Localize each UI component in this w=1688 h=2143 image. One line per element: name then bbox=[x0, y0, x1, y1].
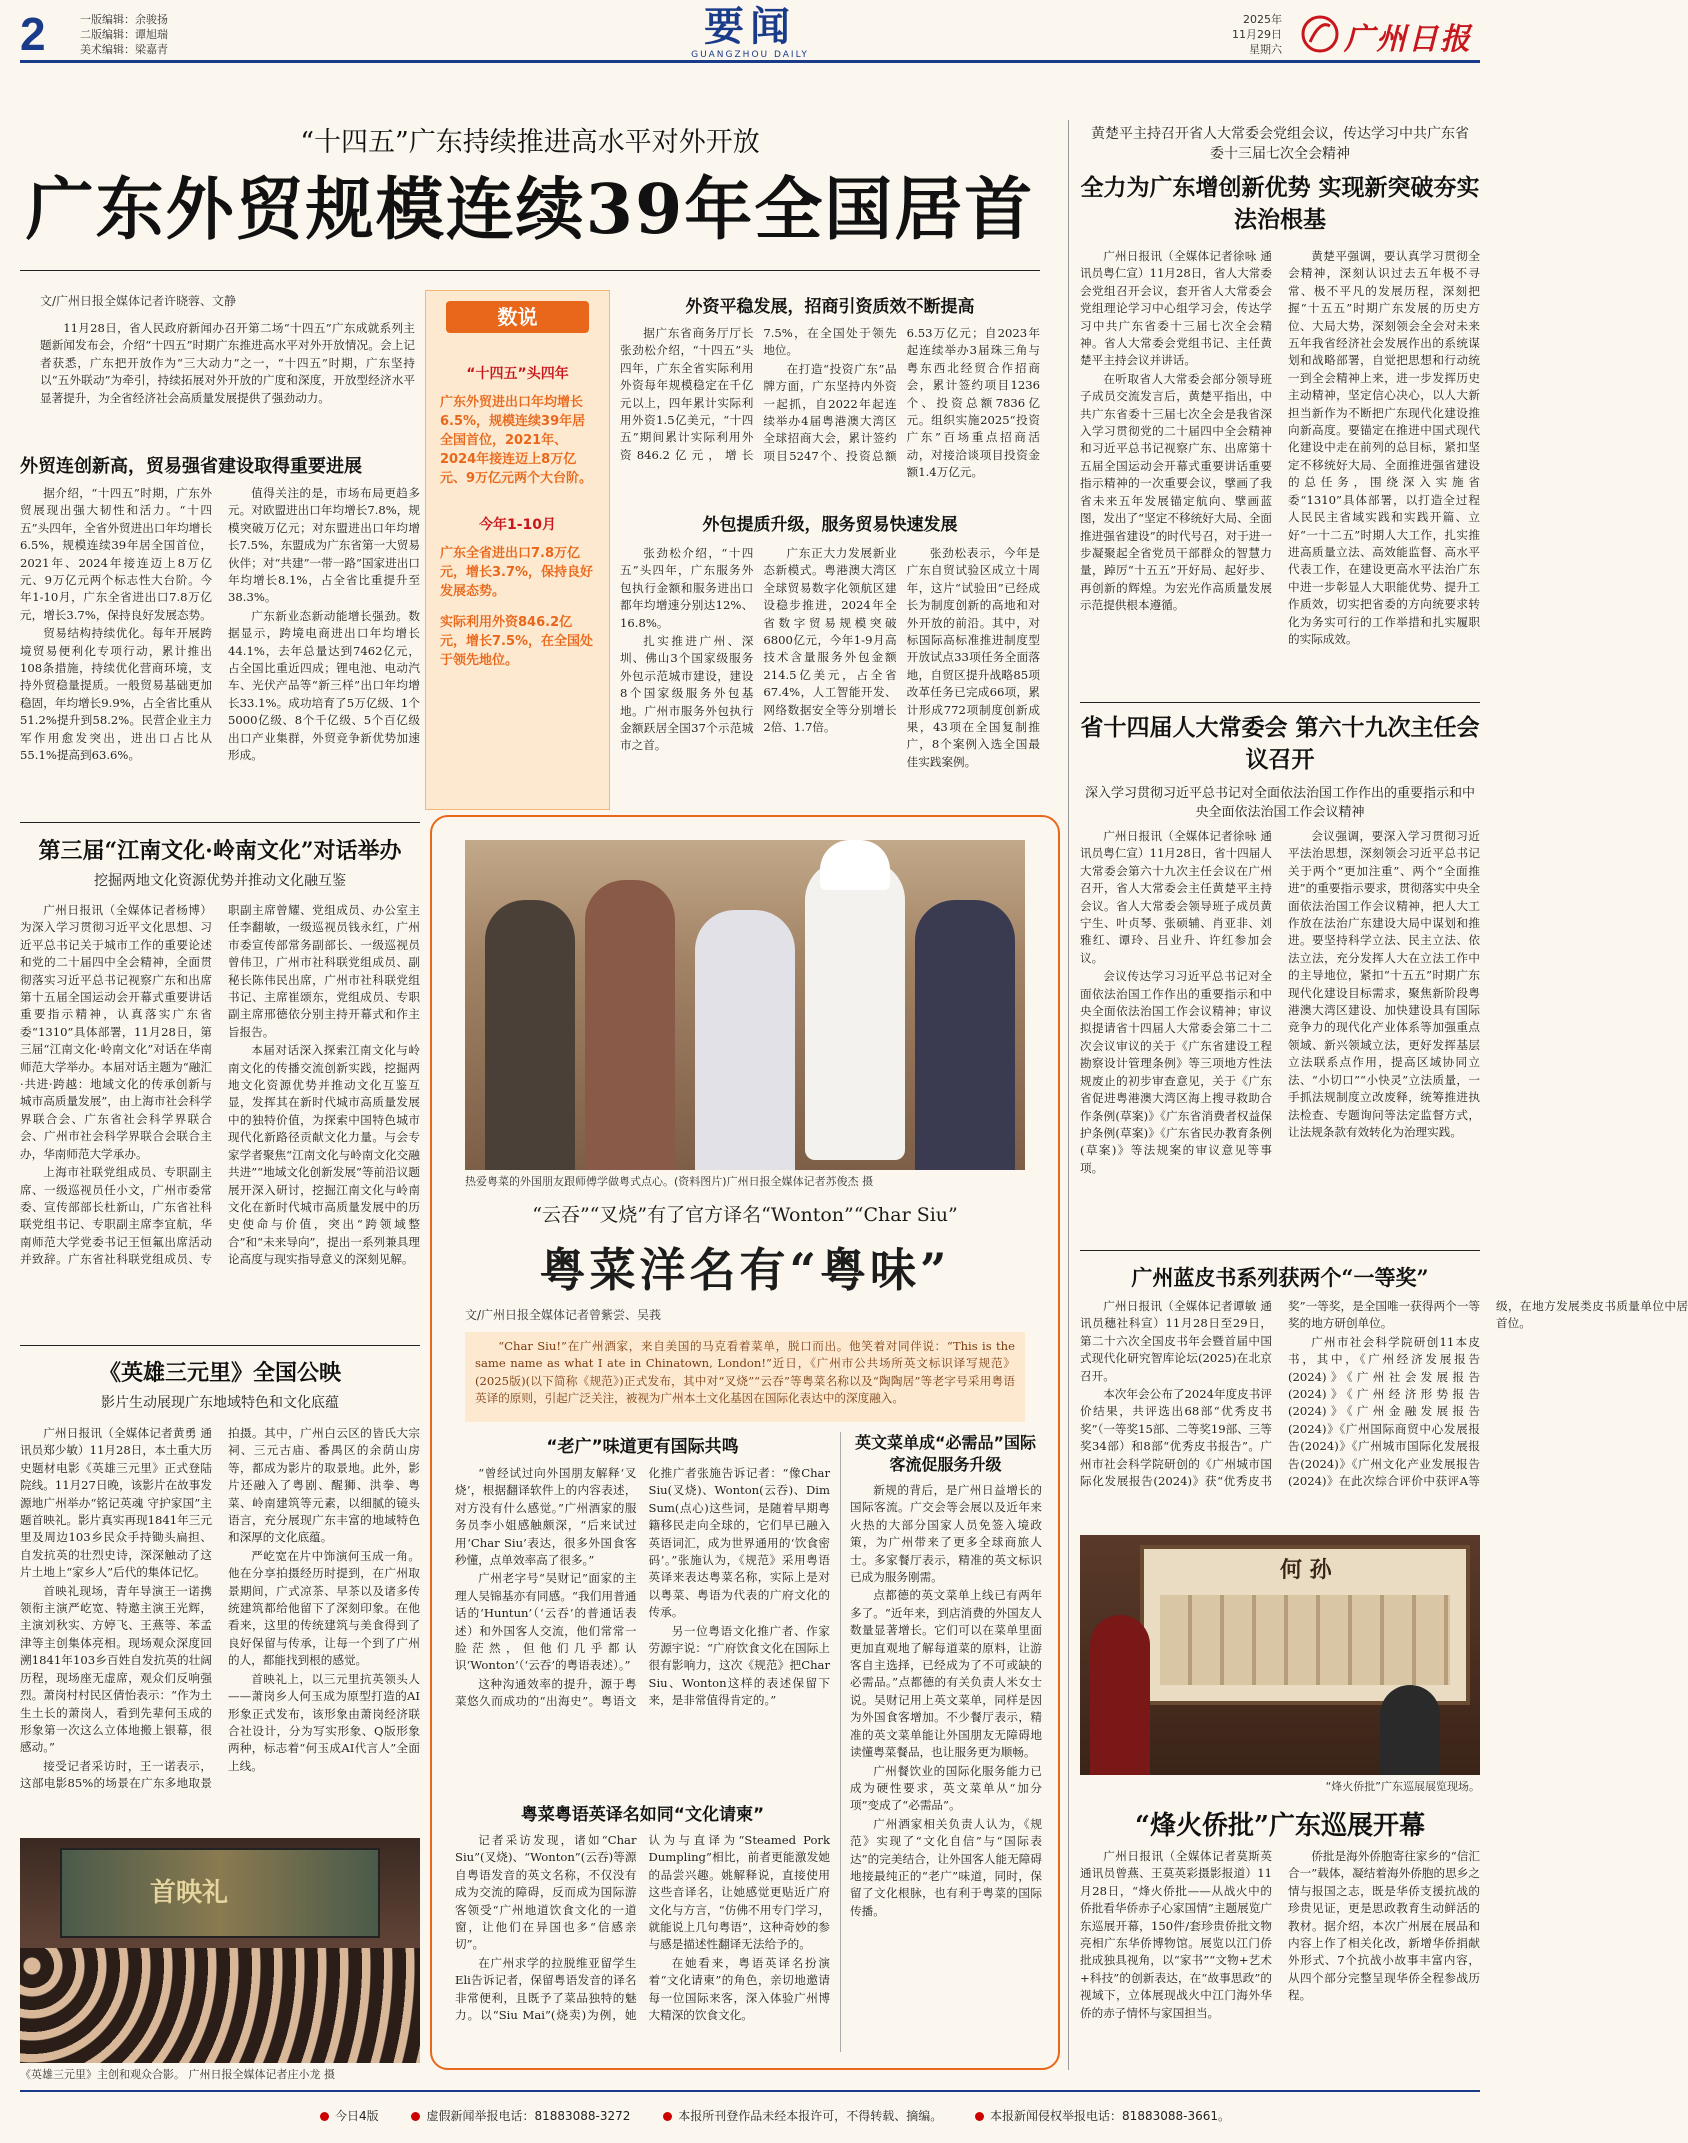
chairman-rule bbox=[1080, 702, 1480, 703]
visitor-figure bbox=[1380, 1685, 1440, 1775]
paragraph: 首映礼上，以三元里抗英领头人——萧岗乡人何玉成为原型打造的AI形象正式发布，该形象由萧岗经济联合社设计，分为写实形象、Q版形象两种，标志着“何玉成AI代言人”全面上线。 bbox=[228, 1671, 420, 1773]
paragraph: 本届对话深入探索江南文化与岭南文化的传播交流创新实践，挖掘两地文化资源优势并推动文化互鉴互显，发挥其在新时代城市高质量发展中的独特价值，为探索中国特色城市现代化新路径贡献文化力量。与会专家学者聚焦“江南文化与岭南文化交融共进”“地域文化创新发展”等前沿议题展开深入研讨，挖掘江南文化与岭南文化在新时代城市高质量发展中的历史使命与价值，突出“跨领域整合”和“未来导向”，提出一系列兼具理论高度与现实指导意义的深刻见解。 bbox=[228, 1043, 420, 1267]
yue-sub2: 粤菜粤语英译名如同“文化请柬” bbox=[520, 1805, 765, 1825]
footer-item bbox=[320, 2107, 379, 2124]
paragraph: 会议传达学习习近平总书记对全面依法治国工作作出的重要指示和中央全面依法治国工作会议精神；审议拟提请省十四届人大常委会第二十二次会议审议的关于《广东省建设工程勘察设计管理条例》等三项地方性法规废止的初步审查意见，关于《广东省促进粤港澳大湾区海上搜寻救助合作条例(草案)》《广东省消费者权益保护条例(草案)》《广东省民办教育条例(草案)》等法规案的审议意见等事项。 bbox=[1080, 969, 1272, 1175]
culture-sub: 挖掘两地文化资源优势并推动文化融互鉴 bbox=[94, 873, 346, 889]
yue-intro-text: “Char Siu!”在广州酒家，来自美国的马克看着菜单，脱口而出。他笑着对同伴说：“This is the same name as what I ate in Chinatown, London!”近日，《广州市公共场所英文标识译写规范》(2025版)(以下简称《规范》)正式发布，其中对“叉烧”“云吞”等粤菜名称以及“陶陶居”等老字号采用粤语英译的原则，引起广泛关注，被视为广州本土文化基因在国际化表达中的深度融入。 bbox=[475, 1339, 1015, 1406]
chef-hat bbox=[820, 840, 890, 890]
footer-item bbox=[975, 2107, 1230, 2124]
poster-text: 首映礼 bbox=[150, 1878, 229, 1908]
data-box-text3: 实际利用外资846.2亿元，增长7.5%，在全国处于领先地位。 bbox=[440, 615, 594, 668]
data-box-text1: 广东外贸进出口年均增长6.5%，规模连续39年居全国首位，2021年、2024年接连迈上8万亿元、9万亿元两个大台阶。 bbox=[440, 395, 593, 486]
paragraph: 广州老字号“吴财记”面家的主理人吴锦基亦有同感。“我们用普通话的‘Huntun’（‘云吞’的普通话表述）和外国客人交流，他们常常一脸茫然，但他们几乎都认识‘Wonton’（‘云吞’的粤语表述）。” bbox=[455, 1571, 637, 1673]
yue-sub1: “老广”味道更有国际共鸣 bbox=[546, 1437, 739, 1457]
bullet-icon bbox=[975, 2112, 984, 2121]
paragraph: 本次年会公布了2024年度皮书评价结果，共评选出68部“优秀皮书奖”（一等奖15部、二等奖19部、三等奖34部）和8部“优秀皮书报告”。广州市社会科学院研创的《广州城市国际化发展报告(2024)》获“优秀皮书奖”一等奖，是全国唯一获得两个一等奖的地方研创单位。 bbox=[1080, 1299, 1480, 1489]
page-number: 2 bbox=[20, 8, 46, 60]
data-box bbox=[425, 290, 610, 810]
footer-text: 虚假新闻举报电话：81883088-3272 bbox=[426, 2108, 631, 2123]
lead-rule bbox=[20, 270, 1040, 271]
paragraph: 值得关注的是，市场布局更趋多元。对欧盟进出口年均增长7.8%，规模突破万亿元；对东盟进出口年均增长7.5%，东盟成为广东省第一大贸易伙伴；对“共建”一带一路”国家进出口年均增长8.1%，占全省比重提升至38.3%。 bbox=[228, 486, 420, 605]
culture-body bbox=[20, 902, 420, 1332]
paragraph: 贸易结构持续优化。每年开展跨境贸易便利化专项行动，累计推出108条措施，持续优化营商环境，支持外贸稳量提质。一般贸易基础更加稳固，年均增长9.9%，占全省比重从51.2%提升到58.2%。民营企业主力军作用愈发突出，进出口占比从55.1%提高到63.6%。 bbox=[20, 626, 212, 763]
data-box-sec2: 今年1-10月 bbox=[478, 517, 557, 533]
guest-figure bbox=[695, 910, 795, 1170]
exhibit-caption: “烽火侨批”广东巡展展览现场。 bbox=[1325, 1780, 1480, 1793]
chairman-headline: 全力为广东增创新优势 实现新突破夯实法治根基 bbox=[1080, 174, 1480, 233]
yue-photo-caption: 热爱粤菜的外国朋友跟师傅学做粤式点心。(资料图片)广州日报全媒体记者苏俊杰 摄 bbox=[465, 1175, 874, 1188]
paragraph: “曾经试过向外国朋友解释‘叉烧’，根据翻译软件上的内容表述，对方没有什么感觉。”广州酒家的服务员李小姐感触颇深，“后来试过用‘Char Siu’表达，很多外国食客秒懂，点单效率高了很多。” bbox=[455, 1466, 637, 1568]
footer-text: 本报所刊登作品未经本报许可，不得转载、摘编。 bbox=[678, 2108, 943, 2123]
footer-item bbox=[411, 2107, 630, 2124]
standing-sub: 深入学习贯彻习近平总书记对全面依法治国工作作出的重要指示和中央全面依法治国工作会议精神 bbox=[1085, 786, 1476, 820]
paragraph: 广州日报讯（全媒体记者杨博）为深入学习贯彻习近平文化思想、习近平总书记关于城市工作的重要论述和党的二十届四中全会精神，全面贯彻落实习近平总书记视察广东和出席第十五届全国运动会开幕式重要讲话重要指示精神，认真落实广东省委“1310”具体部署，11月28日，第三届“江南文化·岭南文化”对话在华南师范大学举办。本届对话主题为“融汇·共进·跨越：地域文化的传承创新与城市高质量发展”，由上海市社会科学界联合会、广东省社会科学界联合会、广州市社会科学界联合会联合主办，华南师范大学承办。 bbox=[20, 903, 212, 1161]
lead-byline: 文/广州日报全媒体记者许晓蓉、文静 bbox=[40, 294, 237, 308]
paragraph: 点都德的英文菜单上线已有两年多了。“近年来，到店消费的外国友人数量显著增长。它们可以在菜单里面更加直观地了解每道菜的原料，让游客自主选择，已经成为了不可或缺的必需品。”点都德的有关负责人米女士说。吴财记用上英文菜单，同样是因为外国食客增加。不少餐厅表示，精准的英文菜单能让外国朋友无障碍地读懂粤菜餐品，也让服务更为顺畅。 bbox=[850, 1588, 1042, 1760]
guest-figure bbox=[585, 880, 675, 1170]
standing-headline: 省十四届人大常委会 第六十九次主任会议召开 bbox=[1080, 714, 1480, 773]
paragraph: 首映礼现场，青年导演王一诺携领衔主演严屹宽、特邀主演王光辉，主演刘秋实、方婷飞、王燕等、苯孟津等主创集体亮相。现场观众深度回溯1841年103乡百姓自发抗英的壮阔历程，现场座无虚席，观众们反响强烈。萧岗村村民区倩怡表示：“作为土生土长的萧岗人，看到先辈何玉成的形象第一次这么立体地搬上银幕，很感动。” bbox=[20, 1583, 212, 1755]
data-box-sec1: “十四五”头四年 bbox=[466, 366, 569, 382]
editor-line: 二版编辑：谭旭瑞 bbox=[80, 28, 168, 41]
editor-line: 美术编辑：梁嘉青 bbox=[80, 43, 168, 56]
culture-rule bbox=[20, 1345, 420, 1346]
paragraph: 广东新业态新动能增长强劲。数据显示，跨境电商进出口年均增长44.1%，去年总量达到7462亿元，占全国比重近四成；锂电池、电动汽车、光伏产品等“新三样”出口年均增长33.1%。成功培育了5万亿级、1个5000亿级、8个千亿级、5个百亿级出口产业集群，外贸竞争新优势加速形成。 bbox=[228, 608, 420, 763]
yue-intro bbox=[465, 1332, 1025, 1422]
paragraph: 张劲松介绍，“十四五”头四年，广东服务外包执行金额和服务进出口都年均增速分别达12%、16.8%。 bbox=[620, 546, 754, 630]
masthead-rule bbox=[20, 60, 1480, 63]
exhibit-body bbox=[1080, 1848, 1480, 2063]
guest-figure bbox=[485, 900, 575, 1170]
footer-text: 今日4版 bbox=[335, 2108, 379, 2123]
issue-year: 2025年 bbox=[1243, 13, 1282, 26]
issue-day: 11月29日 bbox=[1232, 28, 1282, 41]
bullet-icon bbox=[663, 2112, 672, 2121]
paragraph: 扎实推进广州、深圳、佛山3个国家级服务外包示范城市建设，建设8个国家级服务外包基地。广州市服务外包执行金额跃居全国37个示范城市之首。 bbox=[620, 634, 754, 753]
film-caption: 《英雄三元里》主创和观众合影。 广州日报全媒体记者庄小龙 摄 bbox=[20, 2068, 335, 2081]
section-en: GUANGZHOU DAILY bbox=[691, 50, 809, 60]
paragraph: 据广东省商务厅厅长张劲松介绍，“十四五”头四年，广东全省实际利用外资每年规模稳定在千亿元以上，四年累计实际利用外资1.5亿美元，“十四五”期间累计实际利用外资846.2亿元，增长7.5%，在全国处于领先地位。 bbox=[620, 326, 897, 462]
yue-headline: 粤菜洋名有“粤味” bbox=[539, 1243, 951, 1297]
paragraph: 在她看来，粤语英译名扮演着“文化请柬”的角色，亲切地邀请每一位国际来客，深入体验广州博大精深的饮食文化。 bbox=[648, 1955, 830, 2023]
yue-body2 bbox=[455, 1832, 830, 2057]
bluebook-body bbox=[1080, 1298, 1688, 1523]
editor-line: 一版编辑：余骏扬 bbox=[80, 13, 168, 26]
bluebook-headline: 广州蓝皮书系列获两个“一等奖” bbox=[1131, 1265, 1429, 1290]
paragraph: 在广州求学的拉脱维亚留学生Eli告诉记者，保留粤语发音的译名非常便利，且既予了菜品独特的魅力。以“Siu Mai”(烧卖)为例，她认为与直译为“Steamed Pork Dumpling”相比，前者更能激发她的品尝兴趣。姚解释说，直接使用这些音译名，让她感觉更贴近广府文化与方言，“仿佛不用专门学习，就能说上几句粤语”，这种奇妙的参与感是描述性翻译无法给予的。 bbox=[455, 1833, 830, 2023]
paragraph: 在听取省人大常委会部分领导班子成员交流发言后，黄楚平指出，中共广东省委十三届七次全会是我省深入学习贯彻党的二十届四中全会精神和习近平总书记视察广东、出席第十五届全国运动会开幕式重要讲话重要指示精神的一次重要会议，擘画了我省未来五年发展锚定航向、擘画蓝图，发出了“坚定不移统好大局、全面推进强省建设”的时代号召，对于进一步凝聚起全省党员干部群众的智慧力量，踔厉“十五五”开好局、起好步、再创新的辉煌。为宏光作高质量发展示范提供根本遵循。 bbox=[1080, 371, 1272, 613]
visitor-figure bbox=[1090, 1615, 1150, 1775]
exhibit-display bbox=[1160, 1595, 1450, 1685]
lead-body3 bbox=[620, 545, 1040, 810]
paragraph: 广州日报讯（全媒体记者徐咏 通讯员粤仁宣）11月28日，省十四届人大常委会第六十九次主任会议在广州召开，省人大常委会主任黄楚平主持会议。省人大常委会领导班子成员黄宁生、叶贞琴、张硕辅、肖亚非、刘雅红、谭玲、吕业升、许红参加会议。 bbox=[1080, 829, 1272, 965]
lead-body1 bbox=[20, 485, 420, 810]
lead-intro-text: 11月28日，省人民政府新闻办召开第二场“十四五”广东成就系列主题新闻发布会，介绍“十四五”时期广东推进高水平对外开放情况。会上记者获悉，广东把开放作为“三大动力”之一，“十四五”时期，广东坚持以“五外联动”为牵引，持续拓展对外开放的广度和深度，开放型经济水平显著提升，为全省经济社会高质量发展提供了强劲动力。 bbox=[40, 321, 415, 405]
paragraph: 广州日报讯（全媒体记者莫斯英 通讯员曾燕、王莫英彩摄影报道）11月28日，“烽火侨批——从战火中的侨批看华侨赤子心家国情”主题展览广东巡展开幕，150件/套珍贵侨批文物亮相广东华侨博物馆。展览以江门侨批成独具视角，以“家书”“文物+艺术+科技”的创新表达，在“故事思政”的视域下，立体展现战火中江门海外华侨的赤子情怀与家国担当。 bbox=[1080, 1849, 1272, 2020]
paragraph: 侨批是海外侨胞寄往家乡的“信汇合一”载体，凝结着海外侨胞的思乡之情与报国之志，既是华侨支援抗战的珍贵见证，更是思政教育生动鲜活的教材。据介绍，本次广州展在展品和内容上作了相关化改，新增华侨捐献外形式、7个抗战小故事丰富内容，从四个部分完整呈现华侨全程参战历程。 bbox=[1288, 1849, 1480, 2003]
editor-list bbox=[80, 12, 168, 57]
paragraph: 张劲松表示，今年是广东自贸试验区成立十周年，这片“试验田”已经成长为制度创新的高地和对外开放的前沿。其中，对标国际高标准推进制度型开放试点33项任务全面落地，自贸区提升战略85项改革任务已完成66项，累计形成772项制度创新成果，43项在全国复制推广，8个案例入选全国最佳实践案例。 bbox=[906, 546, 1040, 769]
yue-sub3: 英文菜单成“必需品”国际客流促服务升级 bbox=[854, 1433, 1037, 1474]
lead-sub1: 外贸连创新高，贸易强省建设取得重要进展 bbox=[20, 456, 362, 477]
audience-crowd bbox=[20, 1948, 420, 2063]
paragraph: 据介绍，“十四五”时期，广东外贸展现出强大韧性和活力。“十四五”头四年，全省外贸进出口年均增长6.5%，规模连续39年居全国首位，2021年、2024年接连迈上8万亿元、9万亿元两个标志性大台阶。今年1-10月，广东全省进出口7.8万亿元，增长3.7%，保持良好发展态势。 bbox=[20, 486, 212, 622]
issue-date bbox=[1222, 12, 1282, 57]
lead-sub3: 外包提质升级，服务贸易快速发展 bbox=[702, 515, 958, 535]
paragraph: 新规的背后，是广州日益增长的国际客流。广交会等会展以及近年来火热的大部分国家人员免签入境政策，为广州带来了更多全球商旅人士。多家餐厅表示，精准的英文标识已成为服务刚需。 bbox=[850, 1483, 1042, 1585]
section-title bbox=[640, 4, 860, 60]
paragraph: 严屹宽在片中饰演何玉成一角。他在分享拍摄经历时提到，在广州取景期间，广式凉茶、早茶以及诸多传统建筑都给他留下了深刻印象。在他看来，这里的传统建筑与美食得到了良好保留与传承，让每一个到了广州的人，都能找到根的感觉。 bbox=[228, 1548, 420, 1668]
lead-body2 bbox=[620, 325, 1040, 503]
paragraph: 广东正大力发展新业态新模式。粤港澳大湾区全球贸易数字化领航区建设稳步推进，2024年全省数字贸易规模突破6800亿元，今年1-9月高技术含量服务外包金额214.5亿美元，占全省67.4%，人工智能开发、网络数据安全等分别增长2倍、1.7倍。 bbox=[763, 546, 897, 735]
paragraph: 广州日报讯（全媒体记者黄勇 通讯员郑少敏）11月28日，本土重大历史题材电影《英雄三元里》正式登陆院线。11月27日晚，该影片在故事发源地广州举办“铭记英魂 守护家国”主题首映礼。影片真实再现1841年三元里及周边103乡民众手持锄头扁担、自发抗英的壮烈史诗，深深触动了这片土地上“家乡人”后代的集体记忆。 bbox=[20, 1426, 212, 1580]
lead-intro bbox=[40, 320, 415, 440]
newspaper-logo bbox=[1300, 12, 1480, 56]
lead-bottom-rule bbox=[20, 822, 420, 823]
paragraph: 会议强调，要深入学习贯彻习近平法治思想，深刻领会习近平总书记关于两个“更加注重”、两个“全面推进”的重要指示要求，贯彻落实中央全面依法治国工作会议精神，把人大工作放在法治广东建设大局中谋划和推进。要坚持科学立法、民主立法、依法立法，充分发挥人大在立法工作中的主导地位，紧扣“十五五”时期广东现代化建设目标需求，聚焦新阶段粤港澳大湾区建设、加快建设具有国际竞争力的现代化产业体系等加强重点领域、新兴领域立法，更好发挥基层立法联系点作用，提高区域协同立法、“小切口”“小快灵”立法质量，一手抓法规制度立改废释，统筹推进执法检查、专题询问等法定监督方式，让法规条款有效转化为治理实践。 bbox=[1288, 829, 1480, 1139]
yue-column-rule bbox=[840, 1432, 841, 2052]
exhibit-photo bbox=[1080, 1535, 1480, 1775]
paragraph: 广州市社会科学院研创11本皮书，其中，《广州经济发展报告(2024)》《广州社会发展报告(2024)》《广州经济形势报告(2024)》《广州金融发展报告(2024)》《广州国际商贸中心发展报告(2024)》《广州城市国际化发展报告(2024)》《广州文化产业发展报告(2024)》在此次综合评价中获评A等级，在地方发展类皮书质量单位中居首位。 bbox=[1288, 1299, 1688, 1489]
film-photo bbox=[20, 1838, 420, 2063]
issue-weekday: 星期六 bbox=[1249, 43, 1282, 56]
paragraph: 接受记者采访时，王一诺表示，这部电影85%的场景在广东多地取景拍摄。其中，广州白云区的皆氏大宗祠、三元古庙、番禺区的余荫山房等，都成为影片的取景地。此外，影片还融入了粤剧、醒狮、洪拳、粤菜、岭南建筑等元素，以细腻的镜头语言，充分展现广东丰富的地域特色和深厚的文化底蕴。 bbox=[20, 1426, 420, 1791]
yue-kicker: “云吞”“叉烧”有了官方译名“Wonton”“Char Siu” bbox=[532, 1204, 958, 1226]
paragraph: 另一位粤语文化推广者、作家劳源宇说：“广府饮食文化在国际上很有影响力，这次《规范》把Char Siu、Wonton这样的表述保留下来，是非常值得肯定的。” bbox=[648, 1623, 830, 1708]
chairman-body bbox=[1080, 248, 1480, 688]
bullet-icon bbox=[411, 2112, 420, 2121]
lead-kicker: “十四五”广东持续推进高水平对外开放 bbox=[300, 127, 760, 158]
footer-text: 本报新闻侵权举报电话：81883088-3661。 bbox=[990, 2108, 1230, 2123]
paragraph: 广州日报讯（全媒体记者徐咏 通讯员粤仁宣）11月28日，省人大常委会党组召开会议，套开省人大常委会党组理论学习中心组学习会，传达学习中共广东省委十三届七次全会精神。省人大常委会党组书记、主任黄楚平主持会议并讲话。 bbox=[1080, 249, 1272, 368]
right-column-rule bbox=[1068, 120, 1069, 2070]
exhibit-headline: “烽火侨批”广东巡展开幕 bbox=[1135, 1811, 1425, 1841]
yue-photo bbox=[465, 840, 1025, 1170]
chef-figure bbox=[805, 860, 905, 1160]
lead-headline: 广东外贸规模连续39年全国居首 bbox=[25, 170, 1035, 250]
paragraph: 广州餐饮业的国际化服务能力已成为硬性要求，英文菜单从“加分项”变成了“必需品”。 bbox=[850, 1763, 1042, 1813]
exhibit-label: 何 孙 bbox=[1280, 1557, 1332, 1583]
bullet-icon bbox=[320, 2112, 329, 2121]
data-box-text2: 广东全省进出口7.8万亿元，增长3.7%，保持良好发展态势。 bbox=[440, 546, 594, 599]
paragraph: 广州日报讯（全媒体记者谭敏 通讯员穗社科宣）11月28日至29日，第二十六次全国皮书年会暨首届中国式现代化研究智库论坛(2025)在北京召开。 bbox=[1080, 1299, 1272, 1383]
film-headline: 《英雄三元里》全国公映 bbox=[98, 1360, 341, 1386]
paragraph: 上海市社联党组成员、专职副主席、一级巡视员任小文，广州市委常委、宣传部部长杜新山，广东省社科联党组书记、专职副主席李宜航，华南师范大学党委书记王恒氟出席活动并致辞。广东省社科联党组成员、专职副主席曾耀、党组成员、办公室主任李翻敏，一级巡视员钱永红，广州市委宣传部常务副部长、一级巡视员曾伟卫，广州市社科联党组成员、副秘长陈伟民出席，广州市社科联党组书记、主席崔颂东，党组成员、专职副主席邢德依分别主持开幕式和作主旨报告。 bbox=[20, 903, 420, 1267]
yue-body3 bbox=[850, 1482, 1042, 2057]
culture-headline: 第三届“江南文化·岭南文化”对话举办 bbox=[38, 838, 402, 864]
paragraph: 在打造“投资广东”品牌方面，广东坚持内外资一起抓，自2022年起连续举办4届粤港澳大湾区全球招商大会，累计签约项目5247个、投资总额6.53万亿元；自2023年起连续举办3届珠三角与粤东西北经贸合作招商会，累计签约项目1236个、投资总额7836亿元。组织实施2025“投资广东”百场重点招商活动，对接洽谈项目投资金额1.4万亿元。 bbox=[763, 326, 1040, 480]
standing-rule bbox=[1080, 1250, 1480, 1251]
footer-rule bbox=[20, 2090, 1480, 2092]
standing-body bbox=[1080, 828, 1480, 1238]
paragraph: 黄楚平强调，要认真学习贯彻全会精神，深刻认识过去五年极不寻常、极不平凡的发展历程，深刻把握“十五五”时期广东发展的历史方位、大局大势，深刻领会全会对未来五年我省经济社会发展作出的系统谋划和战略部署，自觉把思想和行动统一到全会精神上来，进一步发挥历史主动精神，坚定信心决心，以人大新担当新作为不断把广东现代化建设推向新高度。要锚定在推进中国式现代化建设中走在前列的总目标，紧扣坚定不移统好大局、全面推进强省建设的总任务，围绕深入实施省委“1310”具体部署，以打造全过程人民民主省域实践和实践开篇、立好“一十二五”时期人大工作，扎实推进高质量立法、高效能监督、高水平代表工作，在建设更高水平法治广东中进一步彰显人大职能优势、提升工作质效，切实把省委的方向统要求转化为务实可行的工作举措和扎实履职的实际成效。 bbox=[1288, 249, 1480, 646]
yue-body1 bbox=[455, 1465, 830, 1785]
film-sub: 影片生动展现广东地域特色和文化底蕴 bbox=[101, 1395, 339, 1411]
section-name: 要闻 bbox=[704, 3, 796, 50]
paragraph: 广州酒家相关负责人认为，《规范》实现了“文化自信”与“国际表达”的完美结合，让外国客人能无障碍地接最纯正的“老广”味道，同时，保留了文化根脉，也有利于粤菜的国际传播。 bbox=[850, 1816, 1042, 1918]
film-body bbox=[20, 1425, 420, 1825]
paragraph: 记者采访发现，诸如“Char Siu”(叉烧)、“Wonton”(云吞)等源自粤语发音的英文名称，不仅没有成为交流的障碍，反而成为国际游客领受“广州地道饮食文化的一道窗，让他们在异国也多“信感亲切”。 bbox=[455, 1833, 637, 1952]
chairman-kicker: 黄楚平主持召开省人大常委会党组会议，传达学习中共广东省委十三届七次全会精神 bbox=[1091, 126, 1469, 162]
footer-bar bbox=[20, 2100, 1480, 2130]
footer-item bbox=[663, 2107, 942, 2124]
data-box-title: 数说 bbox=[446, 301, 589, 333]
logo-text: 广州日报 bbox=[1344, 22, 1472, 57]
paragraph: 这种沟通效率的提升，源于粤菜悠久而成功的“出海史”。粤语文化推广者张施告诉记者：“像Char Siu(叉烧)、Wonton(云吞)、Dim Sum(点心)这些词，是随着早期粤籍移民走向全球的，它们早已融入英语词汇，成为世界通用的‘饮食密码’。”张施认为，《规范》采用粤语英译来表达粤菜名称，实际上是对以粤菜、粤语为代表的广府文化的传承。 bbox=[455, 1466, 830, 1709]
yue-byline: 文/广州日报全媒体记者曾紫尝、吴莪 bbox=[465, 1308, 662, 1322]
guest-figure bbox=[915, 900, 1015, 1170]
lead-sub2: 外资平稳发展，招商引资质效不断提高 bbox=[685, 297, 975, 317]
